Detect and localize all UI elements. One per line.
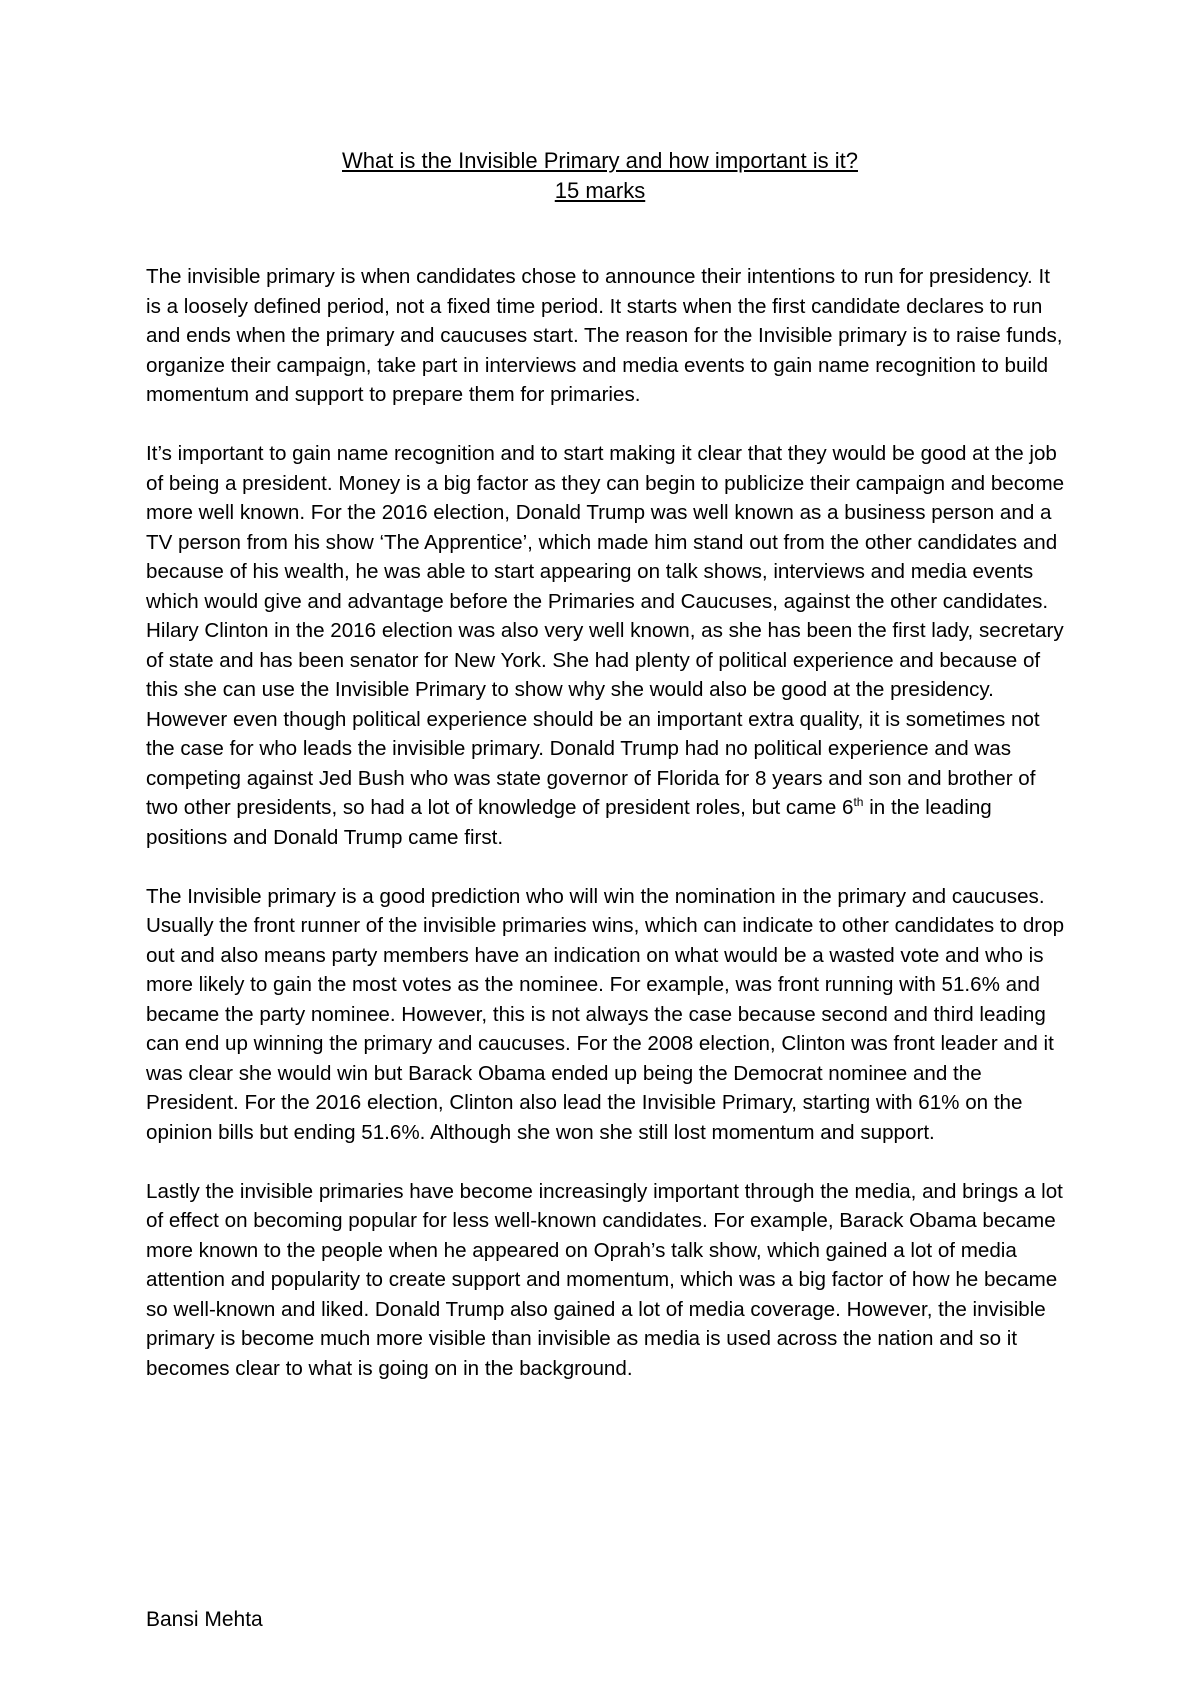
title-block <box>0 146 1200 206</box>
marks-label: 15 marks <box>554 178 646 203</box>
paragraph-2 <box>146 439 1066 852</box>
paragraph-1: The invisible primary is when candidates chose to announce their intentions to run for presidency. It is a loosely defined period, not a fixed time period. It starts when the first candidate declares to run and ends when the primary and caucuses start. The reason for the Invisible primary is to raise funds, organize their campaign, take part in interviews and media events to gain name recognition to build momentum and support to prepare them for primaries. <box>146 265 1063 406</box>
paragraph-2-end: in the leading positions and Donald Trump came first. <box>146 796 992 849</box>
page-title: What is the Invisible Primary and how important is it? <box>342 148 858 173</box>
paragraph-2-text: It’s important to gain name recognition and to start making it clear that they would be good at the job of being a president. Money is a big factor as they can begin to publicize their campaign and become more well known. For the 2016 election, Donald Trump was well known as a business person and a TV person from his show ‘The Apprentice’, which made him stand out from the other candidates and because of his wealth, he was able to start appearing on talk shows, interviews and media events which would give and advantage before the Primaries and Caucuses, against the other candidates. Hilary Clinton in the 2016 election was also very well known, as she has been the first lady, secretary of state and has been senator for New York. She had plenty of political experience and because of this she can use the Invisible Primary to show why she would also be good at the presidency. However even though political experience should be an important extra quality, it is sometimes not the case for who leads the invisible primary. Donald Trump had no political experience and was competing against Jed Bush who was state governor of Florida for 8 years and son and brother of two other presidents, so had a lot of knowledge of president roles, but came 6 <box>146 442 1065 819</box>
paragraph-4: Lastly the invisible primaries have become increasingly important through the media, and brings a lot of effect on becoming popular for less well-known candidates. For example, Barack Obama became more known to the people when he appeared on Oprah’s talk show, which gained a lot of media attention and popularity to create support and momentum, which was a big factor of how he became so well-known and liked. Donald Trump also gained a lot of media coverage. However, the invisible primary is become much more visible than invisible as media is used across the nation and so it becomes clear to what is going on in the background. <box>146 1179 1063 1380</box>
paragraph-3: The Invisible primary is a good prediction who will win the nomination in the primary and caucuses. Usually the front runner of the invisible primaries wins, which can indicate to other candidates to drop out and also means party members have an indication on what would be a wasted vote and who is more likely to gain the most votes as the nominee. For example, was front running with 51.6% and became the party nominee. However, this is not always the case because second and third leading can end up winning the primary and caucuses. For the 2008 election, Clinton was front leader and it was clear she would win but Barack Obama ended up being the Democrat nominee and the President. For the 2016 election, Clinton also lead the Invisible Primary, starting with 61% on the opinion bills but ending 51.6%. Although she won she still lost momentum and support. <box>146 884 1065 1144</box>
author-name: Bansi Mehta <box>146 1608 263 1631</box>
essay-body <box>146 262 1066 1413</box>
ordinal-superscript: th <box>853 795 864 810</box>
